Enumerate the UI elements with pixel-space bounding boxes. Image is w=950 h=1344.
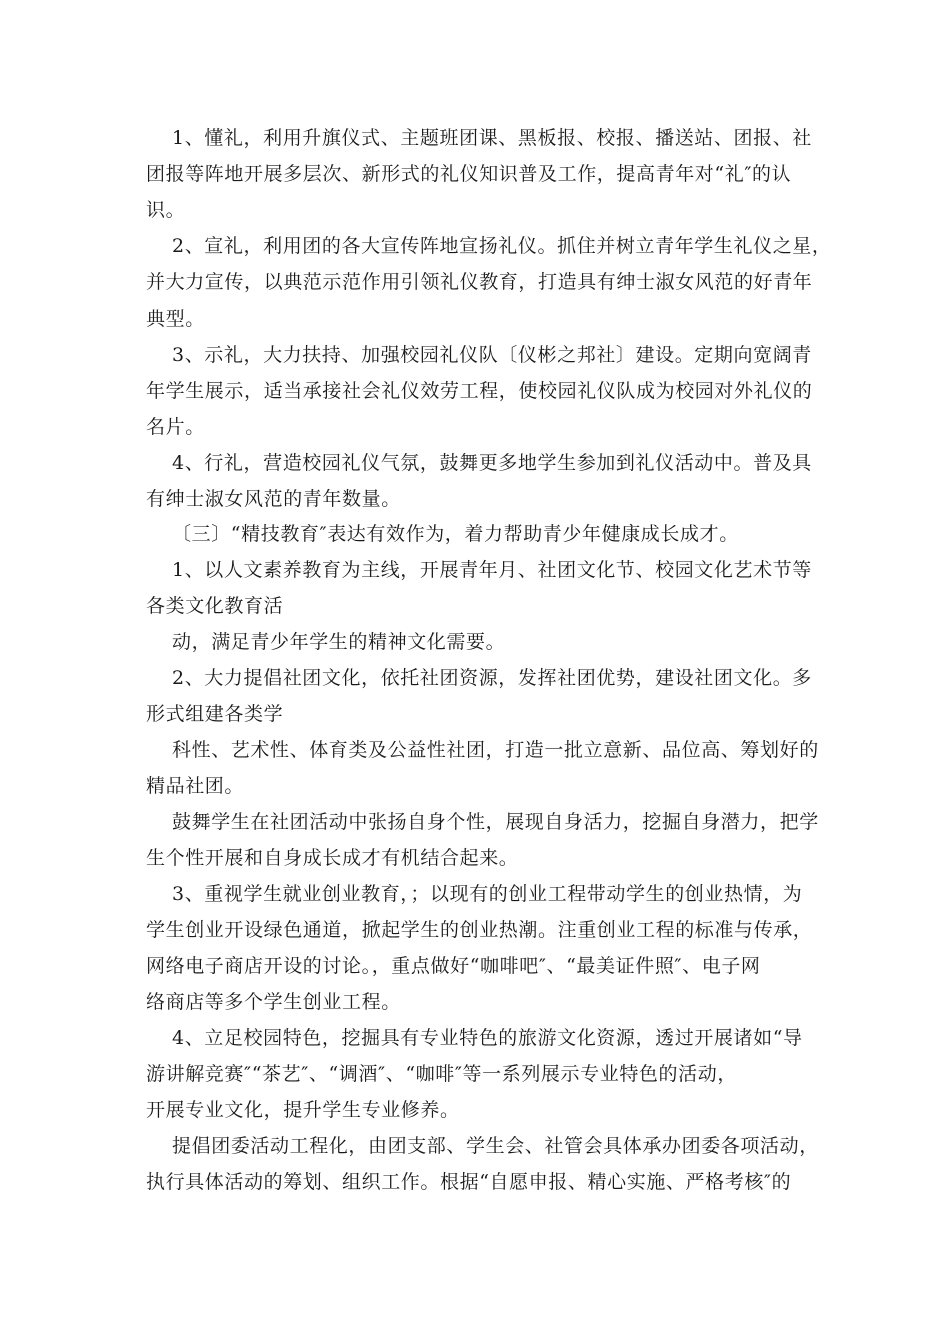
text-line: 3、重视学生就业创业教育，；以现有的创业工程带动学生的创业热情，为 [172, 883, 803, 905]
text-line: 形式组建各类学 [146, 703, 284, 725]
text-line: 识。 [146, 199, 186, 221]
text-line: 络商店等多个学生创业工程。 [146, 991, 401, 1013]
text-line: 3、示礼，大力扶持、加强校园礼仪队〔仪彬之邦社〕建设。定期向宽阔青 [172, 344, 812, 366]
text-line: 1、以人文素养教育为主线，开展青年月、社团文化节、校园文化艺术节等 [172, 559, 812, 581]
text-line: 并大力宣传，以典范示范作用引领礼仪教育，打造具有绅士淑女风范的好青年 [146, 271, 813, 293]
text-line: 游讲解竞赛″“茶艺″、“调酒″、“咖啡″等一系列展示专业特色的活动， [146, 1063, 737, 1085]
text-line: 名片。 [146, 416, 205, 438]
text-line: 精品社团。 [146, 775, 245, 797]
text-line: 有绅士淑女风范的青年数量。 [146, 488, 401, 510]
section-heading: 〔三〕“精技教育″表达有效作为，着力帮助青少年健康成长成才。 [172, 523, 739, 545]
text-line: 1、懂礼，利用升旗仪式、主题班团课、黑板报、校报、播送站、团报、社 [172, 127, 812, 149]
text-line: 年学生展示，适当承接社会礼仪效劳工程，使校园礼仪队成为校园对外礼仪的 [146, 380, 813, 402]
text-line: 开展专业文化，提升学生专业修养。 [146, 1099, 460, 1121]
text-line: 科性、艺术性、体育类及公益性社团，打造一批立意新、品位高、筹划好的 [172, 739, 819, 761]
text-line: 学生创业开设绿色通道，掀起学生的创业热潮。注重创业工程的标准与传承， [146, 919, 813, 941]
text-line: 4、行礼，营造校园礼仪气氛，鼓舞更多地学生参加到礼仪活动中。普及具 [172, 452, 812, 474]
text-line: 动，满足青少年学生的精神文化需要。 [172, 631, 506, 653]
text-line: 典型。 [146, 308, 205, 330]
text-line: 执行具体活动的筹划、组织工作。根据“自愿申报、精心实施、严格考核″的 [146, 1171, 792, 1193]
text-line: 网络电子商店开设的讨论。，重点做好“咖啡吧″、“最美证件照″、电子网 [146, 955, 761, 977]
text-line: 2、大力提倡社团文化，依托社团资源，发挥社团优势，建设社团文化。多 [172, 667, 812, 689]
text-line: 生个性开展和自身成长成才有机结合起来。 [146, 847, 519, 869]
text-line: 团报等阵地开展多层次、新形式的礼仪知识普及工作，提高青年对“礼″的认 [146, 163, 792, 185]
text-line: 鼓舞学生在社团活动中张扬自身个性，展现自身活力，挖掘自身潜力，把学 [172, 811, 819, 833]
text-line: 2、宣礼，利用团的各大宣传阵地宣扬礼仪。抓住并树立青年学生礼仪之星， [172, 235, 832, 257]
text-line: 各类文化教育活 [146, 595, 284, 617]
text-line: 提倡团委活动工程化，由团支部、学生会、社管会具体承办团委各项活动， [172, 1135, 819, 1157]
text-line: 4、立足校园特色，挖掘具有专业特色的旅游文化资源，透过开展诸如“导 [172, 1027, 803, 1049]
